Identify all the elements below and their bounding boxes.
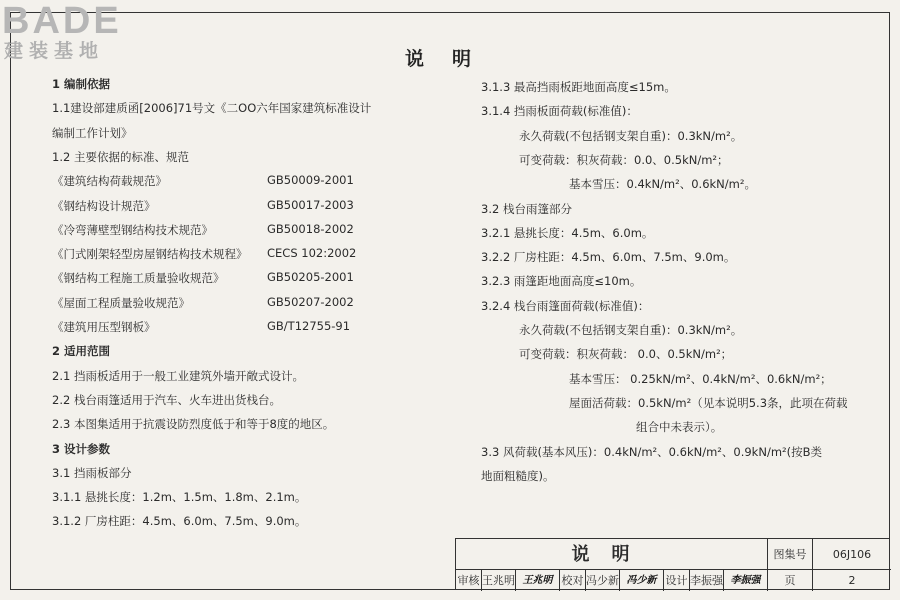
left-column xyxy=(52,76,442,536)
right-column xyxy=(481,79,881,499)
left-text-line: 《冷弯薄壁型钢结构技术规范》 xyxy=(52,222,213,237)
left-text-line: 2.2 栈台雨篷适用于汽车、火车进出货栈台。 xyxy=(52,392,281,407)
right-text-line: 基本雪压：0.4kN/m²、0.6kN/m²。 xyxy=(569,177,756,192)
design-label: 设计 xyxy=(664,570,690,591)
designer-signature: 李振强 xyxy=(724,570,768,591)
left-text-line: 1 编制依据 xyxy=(52,77,111,91)
left-text-line: 《钢结构工程施工质量验收规范》 xyxy=(52,271,225,286)
logo-text-en: BADE xyxy=(2,0,122,42)
right-text-line: 可变荷载：积灰荷载： 0.0、0.5kN/m²； xyxy=(519,347,733,362)
left-text-line: 编制工作计划》 xyxy=(52,125,133,140)
standard-code: GB50017-2003 xyxy=(267,197,354,212)
right-text-line: 永久荷载(不包括钢支架自重)：0.3kN/m²。 xyxy=(519,128,743,143)
atlas-number: 06J106 xyxy=(813,539,891,570)
reviewer-name: 王兆明 xyxy=(482,570,516,591)
left-text-line: 3 设计参数 xyxy=(52,441,111,456)
title-block xyxy=(455,538,890,590)
right-text-line: 基本雪压： 0.25kN/m²、0.4kN/m²、0.6kN/m²； xyxy=(569,371,832,386)
designer-name: 李振强 xyxy=(690,570,724,591)
standard-code: GB/T12755-91 xyxy=(267,319,351,333)
left-text-line: 1.1建设部建质函[2006]71号文《二ОО六年国家建筑标准设计 xyxy=(52,101,372,116)
right-text-line: 3.1.3 最高挡雨板距地面高度≤15m。 xyxy=(481,80,676,94)
right-text-line: 可变荷载：积灰荷载：0.0、0.5kN/m²； xyxy=(519,152,729,167)
left-text-line: 2.1 挡雨板适用于一般工业建筑外墙开敞式设计。 xyxy=(52,368,304,383)
right-text-line: 3.3 风荷载(基本风压)：0.4kN/m²、0.6kN/m²、0.9kN/m²(按B类 xyxy=(481,444,823,459)
checker-name: 冯少新 xyxy=(586,570,620,591)
right-text-line: 3.2.2 厂房柱距：4.5m、6.0m、7.5m、9.0m。 xyxy=(481,250,736,265)
standard-code: GB50207-2002 xyxy=(267,294,354,309)
page-label: 页 xyxy=(768,570,813,591)
left-text-line: 《建筑结构荷载规范》 xyxy=(52,174,167,189)
right-text-line: 3.2.3 雨篷距地面高度≤10m。 xyxy=(481,274,642,289)
right-text-line: 3.2.4 栈台雨篷面荷载(标准值)： xyxy=(481,298,650,313)
left-text-line: 3.1.1 悬挑长度：1.2m、1.5m、1.8m、2.1m。 xyxy=(52,490,307,505)
right-text-line: 地面粗糙度)。 xyxy=(481,468,555,483)
standard-code: GB50205-2001 xyxy=(267,270,354,285)
left-text-line: 《屋面工程质量验收规范》 xyxy=(52,295,190,310)
title-block-title: 说明 xyxy=(456,539,768,570)
left-text-line: 《钢结构设计规范》 xyxy=(52,198,156,213)
check-label: 校对 xyxy=(560,570,586,591)
logo-text-cn: 建装基地 xyxy=(4,40,105,62)
right-text-line: 屋面活荷载：0.5kN/m²（见本说明5.3条，此项在荷载 xyxy=(569,395,848,410)
brand-logo xyxy=(2,2,122,62)
reviewer-signature: 王兆明 xyxy=(516,570,560,591)
left-text-line: 《建筑用压型钢板》 xyxy=(52,320,156,334)
left-text-line: 2 适用范围 xyxy=(52,344,111,359)
standard-code: CECS 102:2002 xyxy=(267,246,357,261)
atlas-number-label: 图集号 xyxy=(768,539,813,570)
checker-signature: 冯少新 xyxy=(620,570,664,591)
left-text-line: 《门式刚架轻型房屋钢结构技术规程》 xyxy=(52,247,248,262)
left-text-line: 3.1.2 厂房柱距：4.5m、6.0m、7.5m、9.0m。 xyxy=(52,514,307,529)
standard-code: GB50018-2002 xyxy=(267,221,354,236)
right-text-line: 3.1.4 挡雨板面荷载(标准值)： xyxy=(481,104,638,119)
page-number: 2 xyxy=(848,574,856,587)
left-text-line: 1.2 主要依据的标准、规范 xyxy=(52,149,189,164)
left-text-line: 3.1 挡雨板部分 xyxy=(52,465,132,480)
right-text-line: 组合中未表示）。 xyxy=(636,420,723,435)
review-label: 审核 xyxy=(456,570,482,591)
right-text-line: 3.2 栈台雨篷部分 xyxy=(481,201,572,216)
right-text-line: 3.2.1 悬挑长度：4.5m、6.0m。 xyxy=(481,225,654,240)
right-text-line: 永久荷载(不包括钢支架自重)：0.3kN/m²。 xyxy=(519,323,743,337)
page-title: 说明 xyxy=(405,48,500,70)
standard-code: GB50009-2001 xyxy=(267,173,354,188)
left-text-line: 2.3 本图集适用于抗震设防烈度低于和等于8度的地区。 xyxy=(52,417,335,432)
